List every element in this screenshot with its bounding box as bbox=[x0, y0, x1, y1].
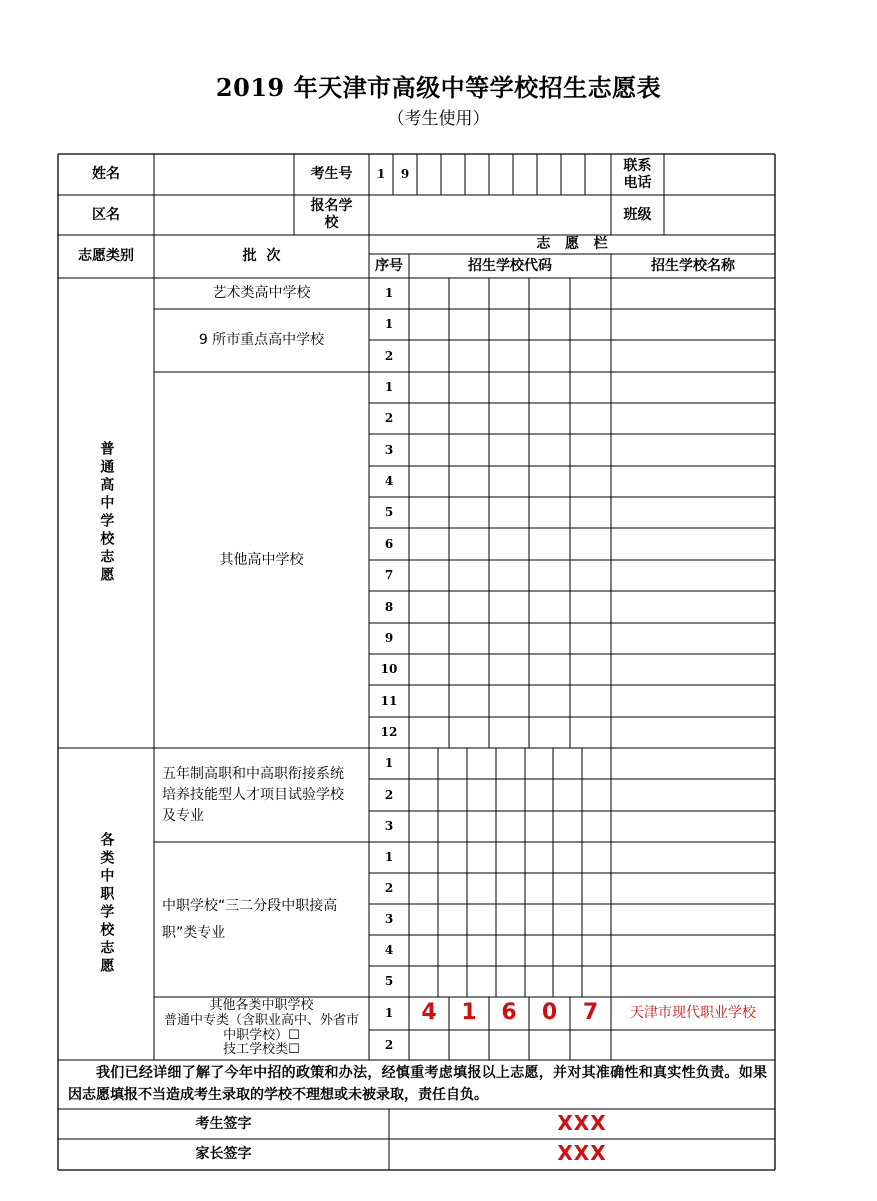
class-field[interactable] bbox=[664, 195, 775, 235]
seq-number: 1 bbox=[384, 380, 394, 395]
seq-number: 4 bbox=[384, 474, 394, 489]
declaration-text: 我们已经详细了解了今年中招的政策和办法，经慎重考虑填报以上志愿，并对其准确性和真实性负责。如果因志愿填报不当造成考生录取的学校不理想或未被录取，责任自负。 bbox=[68, 1064, 767, 1103]
exam-number-digit[interactable] bbox=[561, 154, 585, 195]
school-code-digit[interactable]: 1 bbox=[461, 1000, 477, 1026]
page-subtitle: （考生使用） bbox=[387, 109, 490, 129]
seq-number: 7 bbox=[384, 568, 394, 583]
seq-number: 1 bbox=[384, 756, 394, 771]
seq-number: 2 bbox=[384, 787, 394, 802]
general-high-school-section bbox=[58, 278, 154, 748]
seq-number: 11 bbox=[380, 693, 398, 708]
register-school-field[interactable] bbox=[369, 195, 611, 235]
school-code-header: 招生学校代码 bbox=[468, 257, 552, 274]
exam-number-digit[interactable] bbox=[489, 154, 513, 195]
parent-signature[interactable]: XXX bbox=[557, 1141, 607, 1165]
seq-number: 3 bbox=[384, 819, 394, 834]
general-section-label: 普通高中学校志愿 bbox=[98, 441, 115, 585]
other-vocational-title: 其他各类中职学校 bbox=[209, 997, 314, 1013]
vocational-type-option-1[interactable]: 普通中专类（含职业高中、外省市中职学校）☐ bbox=[163, 1012, 359, 1043]
district-field[interactable] bbox=[154, 195, 294, 235]
category-header: 志愿类别 bbox=[78, 248, 134, 265]
student-signature-label: 考生签字 bbox=[195, 1115, 252, 1132]
name-label: 姓名 bbox=[92, 166, 120, 183]
seq-number: 1 bbox=[384, 1006, 394, 1021]
exam-number-digit[interactable] bbox=[441, 154, 465, 195]
name-field[interactable] bbox=[154, 154, 294, 195]
seq-number: 2 bbox=[384, 411, 394, 426]
seq-number: 1 bbox=[384, 286, 394, 301]
school-code-digit[interactable]: 4 bbox=[421, 1000, 437, 1026]
exam-number-digit[interactable]: 9 bbox=[400, 167, 410, 182]
seq-number: 2 bbox=[384, 348, 394, 363]
exam-number-digit[interactable]: 1 bbox=[376, 167, 386, 182]
exam-number-digit[interactable] bbox=[417, 154, 441, 195]
seq-number: 8 bbox=[384, 599, 394, 614]
seq-number: 4 bbox=[384, 943, 394, 958]
phone-field[interactable] bbox=[664, 154, 775, 195]
seq-number: 5 bbox=[384, 974, 394, 989]
exam-number-digit[interactable] bbox=[585, 154, 611, 195]
seq-number: 2 bbox=[384, 1037, 394, 1052]
vocational-school-section bbox=[58, 748, 154, 1060]
batch-key-9: 9 所市重点高中学校 bbox=[198, 332, 325, 349]
seq-number: 9 bbox=[384, 631, 394, 646]
school-code-digit[interactable]: 0 bbox=[541, 1000, 558, 1026]
seq-number: 12 bbox=[380, 725, 398, 740]
batch-five-year: 五年制高职和中高职衔接系统培养技能型人才项目试验学校及专业 bbox=[162, 765, 344, 824]
seq-header: 序号 bbox=[375, 257, 403, 274]
vocational-type-option-2[interactable]: 技工学校类☐ bbox=[223, 1042, 300, 1058]
batch-other-high: 其他高中学校 bbox=[219, 551, 304, 568]
exam-number-digit[interactable] bbox=[537, 154, 561, 195]
page-title: 2019 年天津市高级中等学校招生志愿表 bbox=[215, 73, 662, 102]
seq-number: 10 bbox=[380, 662, 398, 677]
register-school-label: 报名学校 bbox=[310, 198, 353, 231]
batch-header: 批 次 bbox=[242, 248, 281, 265]
school-code-digit[interactable]: 7 bbox=[582, 1000, 599, 1026]
seq-number: 2 bbox=[384, 881, 394, 896]
batch-three-two: 中职学校“三二分段中职接高职”类专业 bbox=[162, 897, 338, 941]
seq-number: 3 bbox=[384, 442, 394, 457]
student-signature[interactable]: XXX bbox=[557, 1111, 607, 1135]
class-label: 班级 bbox=[623, 206, 652, 223]
phone-label: 联系电话 bbox=[623, 157, 652, 191]
school-name-header: 招生学校名称 bbox=[651, 257, 735, 274]
exam-number-digit[interactable] bbox=[513, 154, 537, 195]
exam-number-label: 考生号 bbox=[310, 166, 353, 183]
wish-column-header: 志 愿 栏 bbox=[536, 236, 608, 253]
seq-number: 6 bbox=[384, 536, 394, 551]
batch-art: 艺术类高中学校 bbox=[212, 285, 311, 302]
seq-number: 1 bbox=[384, 317, 394, 332]
parent-signature-label: 家长签字 bbox=[195, 1146, 252, 1163]
seq-number: 3 bbox=[384, 912, 394, 927]
exam-number-digit[interactable] bbox=[465, 154, 489, 195]
school-name-value[interactable]: 天津市现代职业学校 bbox=[630, 1005, 756, 1022]
district-label: 区名 bbox=[92, 206, 120, 223]
seq-number: 5 bbox=[384, 505, 394, 520]
seq-number: 1 bbox=[384, 850, 394, 865]
batch-other-vocational bbox=[154, 997, 369, 1060]
school-code-digit[interactable]: 6 bbox=[501, 1000, 517, 1026]
vocational-section-label: 各类中职学校志愿 bbox=[98, 832, 115, 976]
